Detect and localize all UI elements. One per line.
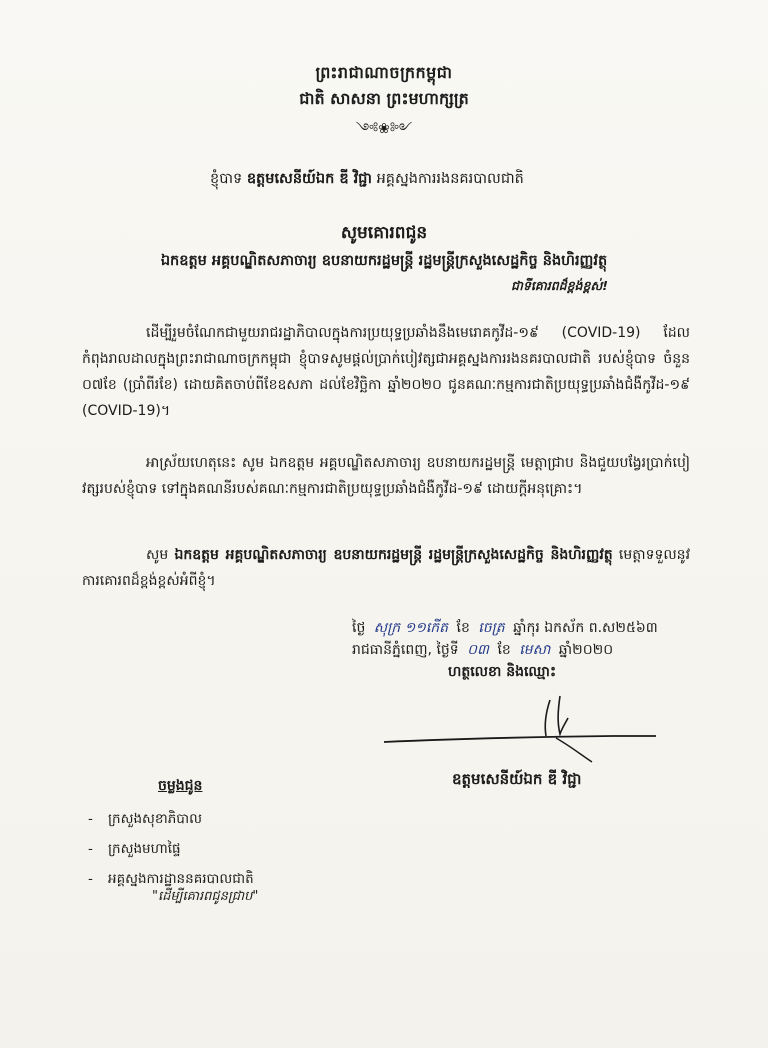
respect-closing: ជាទីគោរពដ៏ខ្ពង់ខ្ពស់! [511, 278, 608, 293]
salutation: សូមគោរពជូន [340, 223, 428, 243]
day-handwritten: ០៣ [467, 642, 489, 658]
cc-title: ចម្លងជូន [158, 778, 203, 794]
sender-prefix: ខ្ញុំបាទ [210, 171, 243, 187]
paragraph-3 [82, 542, 690, 594]
signer-name: ឧត្តមសេនីយ៍ឯក ឌី វិជ្ជា [452, 770, 582, 788]
signature-label: ហត្ថលេខា និងឈ្មោះ [448, 664, 557, 680]
paragraph-3-recipient: ឯកឧត្តម អគ្គបណ្ឌិតសភាចារ្យ ឧបនាយករដ្ឋមន្ត្រី រដ្ឋមន្ត្រីក្រសួងសេដ្ឋកិច្ច និងហិរញ្ញវត្ថុ [174, 547, 613, 563]
paragraph-2: អាស្រ័យហេតុនេះ សូម ឯកឧត្តម អគ្គបណ្ឌិតសភាចារ្យ ឧបនាយករដ្ឋមន្ត្រី មេត្តាជ្រាប និងជួយបង្វែរប្រាក់បៀវត្សរបស់ខ្ញុំបាទ ទៅក្នុងគណនីរបស់គណៈកម្មការជាតិប្រយុទ្ធប្រឆាំងជំងឺកូវីដ-១៩ ដោយក្តីអនុគ្រោះ។ [82, 455, 690, 497]
sender-title: អគ្គស្នងការរងនគរបាលជាតិ [376, 171, 524, 187]
cc-list [88, 804, 254, 894]
cc-item: - អគ្គស្នងការដ្ឋាននគរបាលជាតិ [88, 864, 254, 894]
month-handwritten: មេសា [519, 642, 551, 658]
sender-name: ឧត្តមសេនីយ៍ឯក ឌី វិជ្ជា [246, 171, 372, 187]
national-motto: ជាតិ សាសនា ព្រះមហាក្សត្រ [299, 89, 469, 108]
date-place: រាជធានីភ្នំពេញ, ថ្ងៃទី [352, 642, 459, 658]
ornament-icon: ༺❀༻ [355, 121, 413, 137]
paragraph-3-prefix: សូម [146, 547, 169, 563]
kingdom-heading: ព្រះរាជាណាចក្រកម្ពុជា [315, 63, 453, 82]
cc-item: - ក្រសួងមហាផ្ទៃ [88, 834, 254, 864]
lunar-prefix: ថ្ងៃ [352, 620, 366, 636]
lunar-month-handwritten: ចេត្រ [478, 620, 505, 636]
handwritten-signature [380, 692, 670, 772]
lunar-month-label: ខែ [456, 620, 470, 636]
lunar-date [352, 618, 658, 639]
date-year: ឆ្នាំ២០២០ [558, 642, 614, 658]
lunar-day-handwritten: សុក្រ ១១កើត [373, 620, 449, 636]
lunar-year: ឆ្នាំកុរ ឯកស័ក ព.ស២៥៦៣ [513, 620, 658, 636]
month-label: ខែ [497, 642, 511, 658]
solar-date [352, 640, 613, 661]
cc-note: "ដើម្បីគោរពជូនជ្រាប" [152, 889, 259, 904]
paragraph-3-suffix: មេត្តាទទួលនូវការគោរពដ៏ខ្ពង់ខ្ពស់អំពីខ្ញុំ។ [82, 547, 691, 589]
sender-line [210, 170, 524, 191]
cc-item: - ក្រសួងសុខាភិបាល [88, 804, 254, 834]
paragraph-1: ដើម្បីរួមចំណែកជាមួយរាជរដ្ឋាភិបាលក្នុងការប្រយុទ្ធប្រឆាំងនឹងមេរោគកូវីដ-១៩ (COVID-19) ដែលកំពុងរាលដាលក្នុងព្រះរាជាណាចក្រកម្ពុជា ខ្ញុំបាទសូមផ្តល់ប្រាក់បៀវត្សជាអគ្គស្នងការរងនគរបាលជាតិ របស់ខ្ញុំបាទ ចំនួន ០៧ខែ (ប្រាំពីរខែ) ដោយគិតចាប់ពីខែឧសភា ដល់ខែវិច្ឆិកា ឆ្នាំ២០២០ ជូនគណៈកម្មការជាតិប្រយុទ្ធប្រឆាំងជំងឺកូវីដ-១៩ (COVID-19)។ [82, 325, 690, 419]
recipient: ឯកឧត្តម អគ្គបណ្ឌិតសភាចារ្យ ឧបនាយករដ្ឋមន្ត្រី រដ្ឋមន្ត្រីក្រសួងសេដ្ឋកិច្ច និងហិរញ្ញវត្ថុ [160, 253, 608, 269]
